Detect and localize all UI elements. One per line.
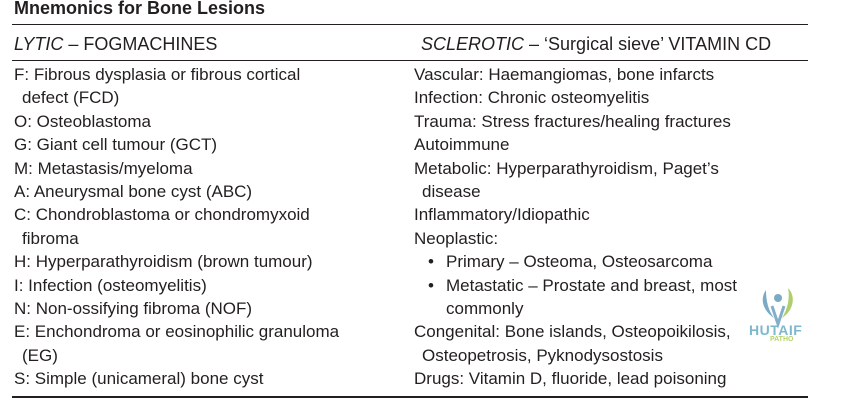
list-item: F: Fibrous dysplasia or fibrous cortical: [14, 65, 301, 84]
list-item: C: Chondroblastoma or chondromyxoid: [14, 205, 310, 225]
list-item: Osteopetrosis, Pyknodysostosis: [422, 345, 663, 365]
list-item: Metabolic: Hyperparathyroidism, Paget’s: [414, 158, 719, 178]
list-item: E: Enchondroma or eosinophilic granuloma: [14, 322, 340, 342]
lytic-header-text: – FOGMACHINES: [63, 34, 218, 54]
bullet-text: Metastatic – Prostate and breast, most: [446, 275, 738, 295]
bullet-glyph: •: [428, 252, 434, 272]
lytic-column-header: [14, 33, 217, 55]
bullet-text: Primary – Osteoma, Osteosarcoma: [446, 252, 713, 272]
list-item: H: Hyperparathyroidism (brown tumour): [14, 252, 313, 272]
bullet-item: [414, 250, 814, 273]
watermark-name: HUTAIF: [749, 322, 803, 338]
list-item: Drugs: Vitamin D, fluoride, lead poisoning: [414, 369, 727, 389]
list-item: commonly: [446, 298, 524, 318]
page-title: Mnemonics for Bone Lesions: [14, 0, 266, 18]
header-rule: [12, 60, 808, 61]
lytic-column: [14, 63, 399, 390]
list-item: O: Osteoblastoma: [14, 111, 152, 131]
list-item: defect (FCD): [22, 88, 120, 108]
list-item: S: Simple (unicameral) bone cyst: [14, 369, 264, 389]
list-item: I: Infection (osteomyelitis): [14, 275, 207, 295]
lytic-header-term: LYTIC: [14, 34, 64, 54]
watermark-subtext: PATHO: [770, 336, 794, 343]
list-item: Inflammatory/Idiopathic: [414, 205, 590, 225]
list-item: disease: [422, 181, 481, 201]
list-item: Infection: Chronic osteomyelitis: [414, 88, 650, 108]
list-item: fibroma: [22, 228, 79, 248]
list-item: G: Giant cell tumour (GCT): [14, 135, 218, 155]
table-bottom-rule: [12, 396, 808, 398]
list-item: M: Metastasis/myeloma: [14, 158, 193, 178]
list-item: Trauma: Stress fractures/healing fractures: [414, 111, 731, 131]
list-item: Congenital: Bone islands, Osteopoikilosis,: [414, 322, 731, 342]
list-item: Autoimmune: [414, 135, 510, 155]
sclerotic-column-header: [421, 33, 771, 55]
list-item: (EG): [22, 345, 58, 365]
list-item: N: Non-ossifying fibroma (NOF): [14, 298, 253, 318]
list-item: Vascular: Haemangiomas, bone infarcts: [414, 65, 715, 84]
list-item: A: Aneurysmal bone cyst (ABC): [14, 181, 253, 201]
sclerotic-header-text: – ‘Surgical sieve’ VITAMIN CD: [524, 34, 772, 54]
table-top-rule: [12, 24, 808, 25]
list-item: Neoplastic:: [414, 228, 499, 248]
sclerotic-header-term: SCLEROTIC: [421, 34, 525, 54]
bullet-glyph: •: [428, 275, 434, 295]
